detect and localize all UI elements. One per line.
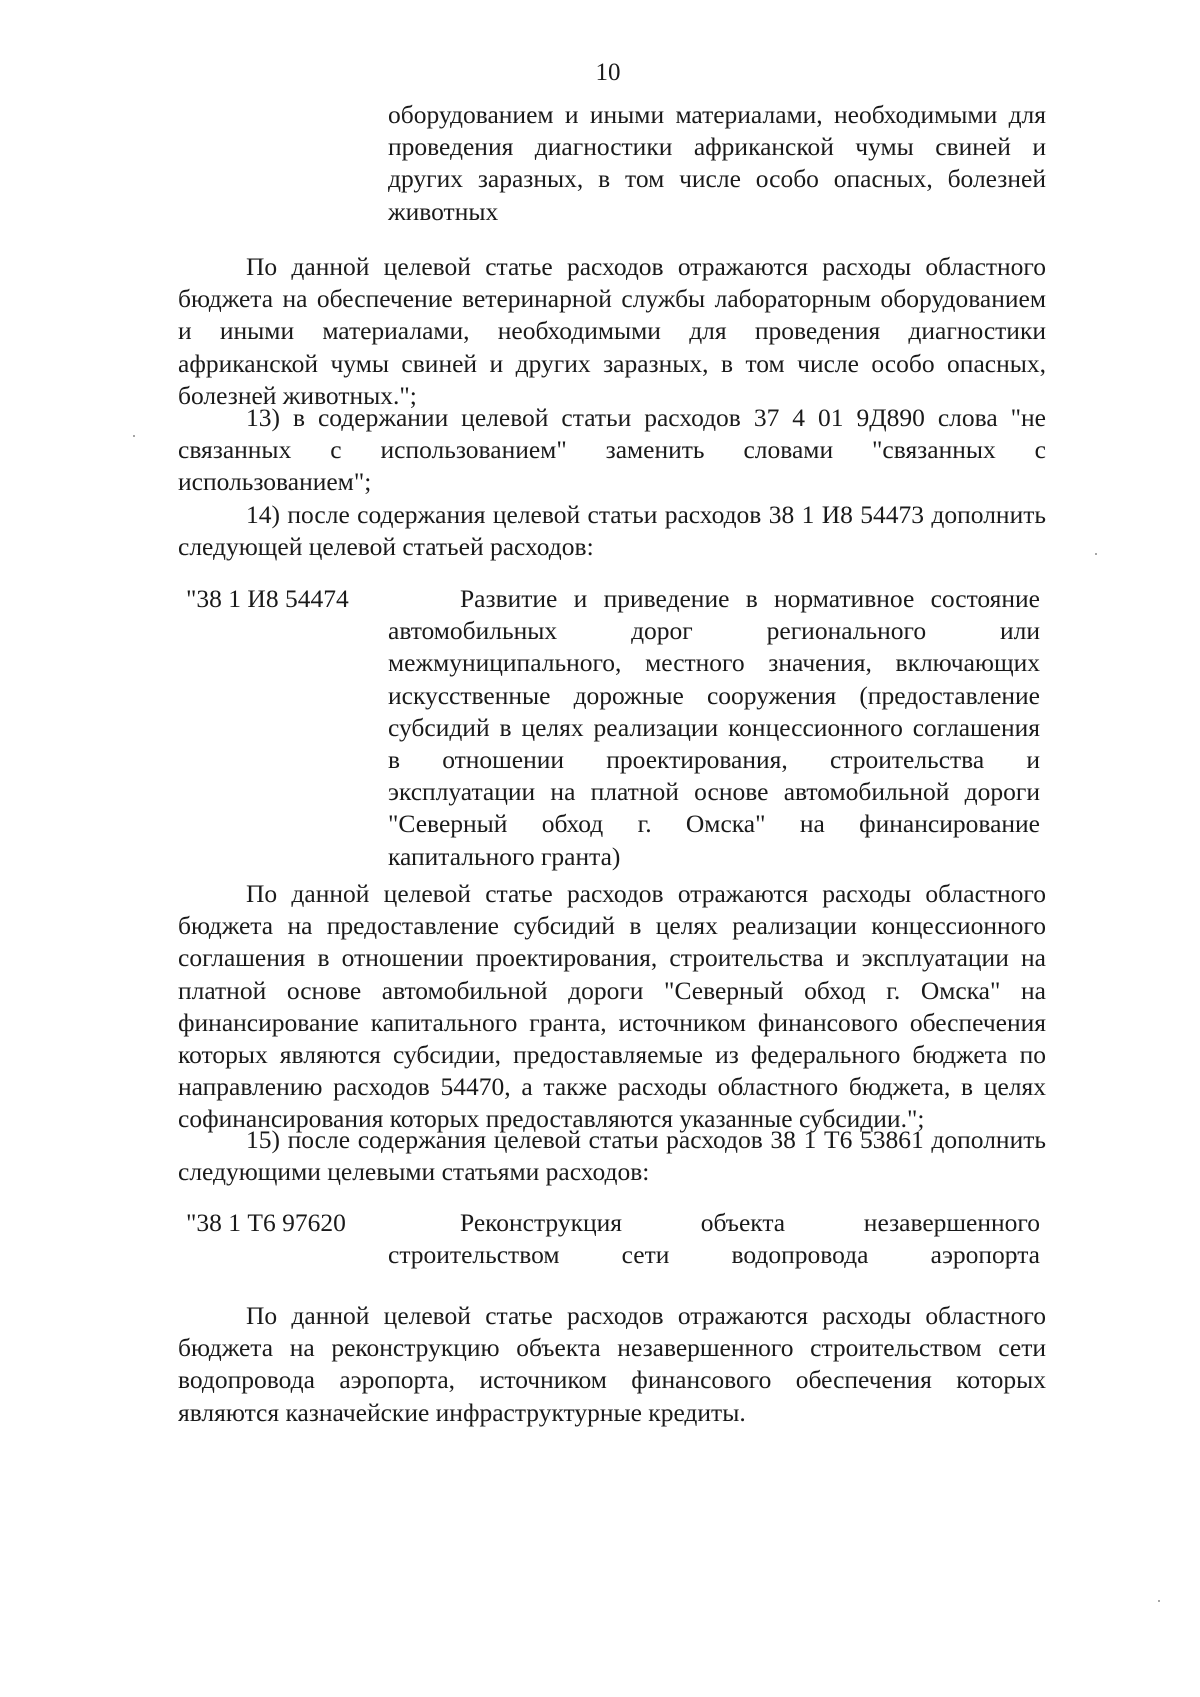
paragraph-2: По данной целевой статье расходов отражаются расходы областного бюджета на предоставление субсидий в целях реализации концессионного соглашения в отношении проектирования, строительства и эксплуатации на платной основе автомобильной дороги "Северный обход г. Омска" на финансирование капитального гранта, источником финансового обеспечения которых являются субсидии, предоставляемые из федерального бюджета по направлению расходов 54470, а также расходы областного бюджета, в целях софинансирования которых предоставляются указанные субсидии."; <box>178 879 1046 1134</box>
continuation-text: оборудованием и иными материалами, необходимыми для проведения диагностики африканской чумы свиней и других заразных, в том числе особо опасных, болезней животных <box>388 100 1046 226</box>
amendment-item-13: 13) в содержании целевой статьи расходов 37 4 01 9Д890 слова "не связанных с использованием" заменить словами "связанных с использованием"; <box>178 403 1046 497</box>
paragraph-1: По данной целевой статье расходов отражаются расходы областного бюджета на обеспечение ветеринарной службы лабораторным оборудованием и иными материалами, необходимыми для проведения диагностики африканской чумы свиней и других заразных, в том числе особо опасных, болезней животных."; <box>178 252 1046 410</box>
scan-speck <box>1095 553 1097 555</box>
entry-2-code: "38 1 Т6 97620 <box>186 1208 346 1237</box>
scan-speck <box>133 435 135 437</box>
amendment-item-15: 15) после содержания целевой статьи расходов 38 1 Т6 53861 дополнить следующими целевыми статьями расходов: <box>178 1125 1046 1187</box>
amendment-item-14: 14) после содержания целевой статьи расходов 38 1 И8 54473 дополнить следующей целевой статьей расходов: <box>178 500 1046 562</box>
entry-1-code: "38 1 И8 54474 <box>186 584 349 613</box>
entry-1-description: Развитие и приведение в нормативное состояние автомобильных дорог регионального или межмуниципального, местного значения, включающих искусственные дорожные сооружения (предоставление субсидий в целях реализации концессионного соглашения в отношении проектирования, строительства и эксплуатации на платной основе автомобильной дороги "Северный обход г. Омска" на финансирование капитального гранта) <box>388 584 1040 871</box>
page-number: 10 <box>595 59 621 86</box>
entry-2-description: Реконструкция объекта незавершенного строительством сети водопровода аэропорта <box>388 1208 1040 1270</box>
scan-speck <box>1158 1600 1160 1602</box>
paragraph-3: По данной целевой статье расходов отражаются расходы областного бюджета на реконструкцию объекта незавершенного строительством сети водопровода аэропорта, источником финансового обеспечения которых являются казначейские инфраструктурные кредиты. <box>178 1301 1046 1427</box>
